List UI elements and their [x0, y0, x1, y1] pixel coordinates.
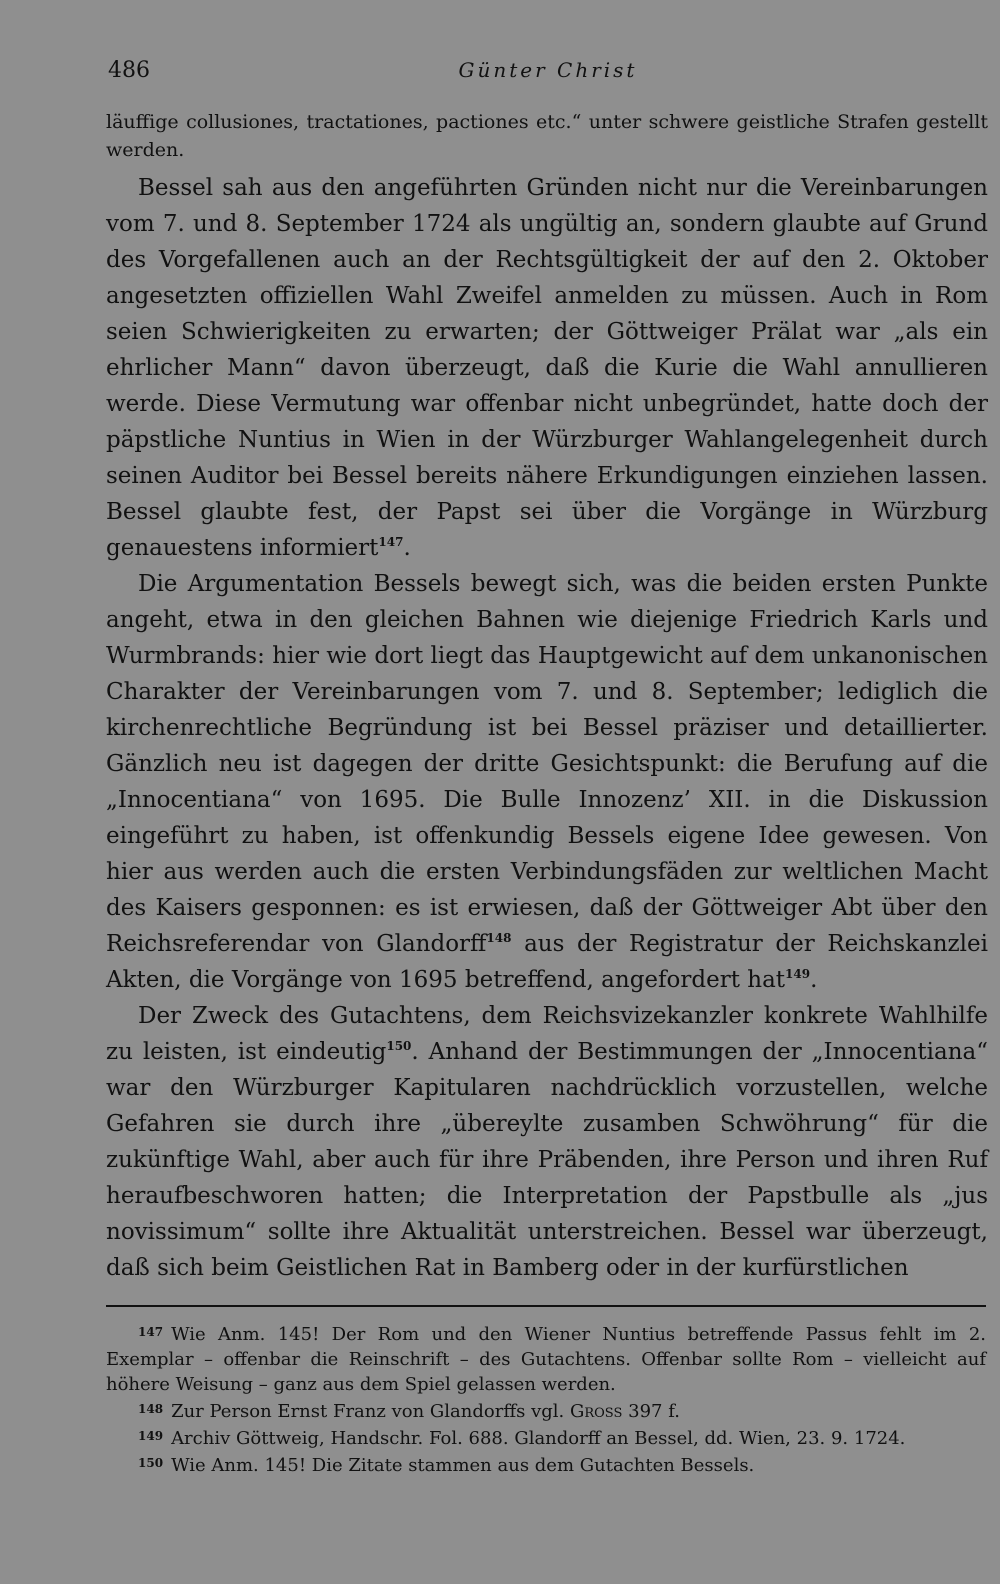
paragraph-continued: läuffige collusiones, tractationes, pactiones etc.“ unter schwere geistliche Strafen gestellt werden.: [106, 111, 988, 161]
footnote-number: 150: [138, 1456, 164, 1470]
paragraph-text: . Anhand der Bestimmungen der „Innocentiana“ war den Würzburger Kapitularen nachdrücklich vorzustellen, welche Gefahren sie durch ihre „übereylte zusamben Schwöhrung“ für die zukünftige Wahl, aber auch für ihre Präbenden, ihre Person und ihren Ruf heraufbeschworen hatten; die Interpretation der Papstbulle als „jus novissimum“ sollte ihre Aktualität unterstreichen. Bessel war überzeugt, daß sich beim Geistlichen Rat in Bamberg oder in der kurfürstlichen: [106, 1039, 988, 1281]
footnote-text: Archiv Göttweig, Handschr. Fol. 688. Glandorff an Bessel, dd. Wien, 23. 9. 1724.: [171, 1428, 906, 1449]
footnote-150: [106, 1451, 986, 1478]
paragraph-text: aus der Registratur der Reichskanzlei Akten, die Vorgänge von 1695 betreffend, angefordert hat: [106, 931, 989, 993]
footnote-ref-150[interactable]: 150: [386, 1039, 412, 1053]
footnote-ref-147[interactable]: 147: [378, 535, 404, 549]
page-header: [108, 58, 988, 88]
footnote-ref-148[interactable]: 148: [486, 931, 512, 945]
footnote-number: 149: [138, 1429, 164, 1443]
paragraph-text: Der Zweck des Gutachtens, dem Reichsvizekanzler konkrete Wahlhilfe zu leisten, ist eindeutig: [106, 1003, 988, 1065]
footnote-text: 397 f.: [622, 1401, 680, 1422]
footnote-text: Zur Person Ernst Franz von Glandorffs vgl.: [171, 1401, 570, 1422]
footnote-147: [106, 1320, 986, 1397]
footnote-number: 148: [138, 1402, 164, 1416]
footnote-divider: [106, 1305, 986, 1307]
paragraph-text: .: [403, 535, 411, 561]
paragraph-text: Bessel sah aus den angeführten Gründen nicht nur die Vereinbarungen vom 7. und 8. September 1724 als ungültig an, sondern glaubte auf Grund des Vorgefallenen auch an der Rechtsgültigkeit der auf den 2. Oktober angesetzten offiziellen Wahl Zweifel anmelden zu müssen. Auch in Rom seien Schwierigkeiten zu erwarten; der Göttweiger Prälat war „als ein ehrlicher Mann“ davon überzeugt, daß die Kurie die Wahl annullieren werde. Diese Vermutung war offenbar nicht unbegründet, hatte doch der päpstliche Nuntius in Wien in der Würzburger Wahlangelegenheit durch seinen Auditor bei Bessel bereits nähere Erkundigungen einziehen lassen. Bessel glaubte fest, der Papst sei über die Vorgänge in Würzburg genauestens informiert: [106, 175, 988, 561]
footnote-number: 147: [138, 1325, 164, 1339]
paragraph: [106, 998, 988, 1286]
footnote-ref-149[interactable]: 149: [785, 967, 811, 981]
paragraph-text: Die Argumentation Bessels bewegt sich, was die beiden ersten Punkte angeht, etwa in den gleichen Bahnen wie diejenige Friedrich Karls und Wurmbrands: hier wie dort liegt das Hauptgewicht auf dem unkanonischen Charakter der Vereinbarungen vom 7. und 8. September; lediglich die kirchenrechtliche Begründung ist bei Bessel präziser und detaillierter. Gänzlich neu ist dagegen der dritte Gesichtspunkt: die Berufung auf die „Innocentiana“ von 1695. Die Bulle Innozenz’ XII. in die Diskussion eingeführt zu haben, ist offenkundig Bessels eigene Idee gewesen. Von hier aus werden auch die ersten Verbindungsfäden zur weltlichen Macht des Kaisers gesponnen: es ist erwiesen, daß der Göttweiger Abt über den Reichsreferendar von Glandorff: [106, 571, 988, 957]
paragraph: [106, 170, 988, 566]
footnote-author: Gross: [569, 1401, 623, 1422]
page-number: 486: [108, 58, 150, 83]
footnote-148: [106, 1397, 986, 1424]
footnote-text: Wie Anm. 145! Die Zitate stammen aus dem Gutachten Bessels.: [171, 1455, 755, 1476]
main-text: [106, 108, 988, 1286]
footnote-149: [106, 1424, 986, 1451]
footnotes: [106, 1320, 986, 1478]
running-title: Günter Christ: [458, 58, 638, 82]
footnote-text: Wie Anm. 145! Der Rom und den Wiener Nuntius betreffende Passus fehlt im 2. Exemplar – offenbar die Reinschrift – des Gutachtens. Offenbar sollte Rom – vielleicht auf höhere Weisung – ganz aus dem Spiel gelassen werden.: [106, 1324, 986, 1395]
paragraph-text: .: [810, 967, 818, 993]
paragraph: [106, 566, 988, 998]
